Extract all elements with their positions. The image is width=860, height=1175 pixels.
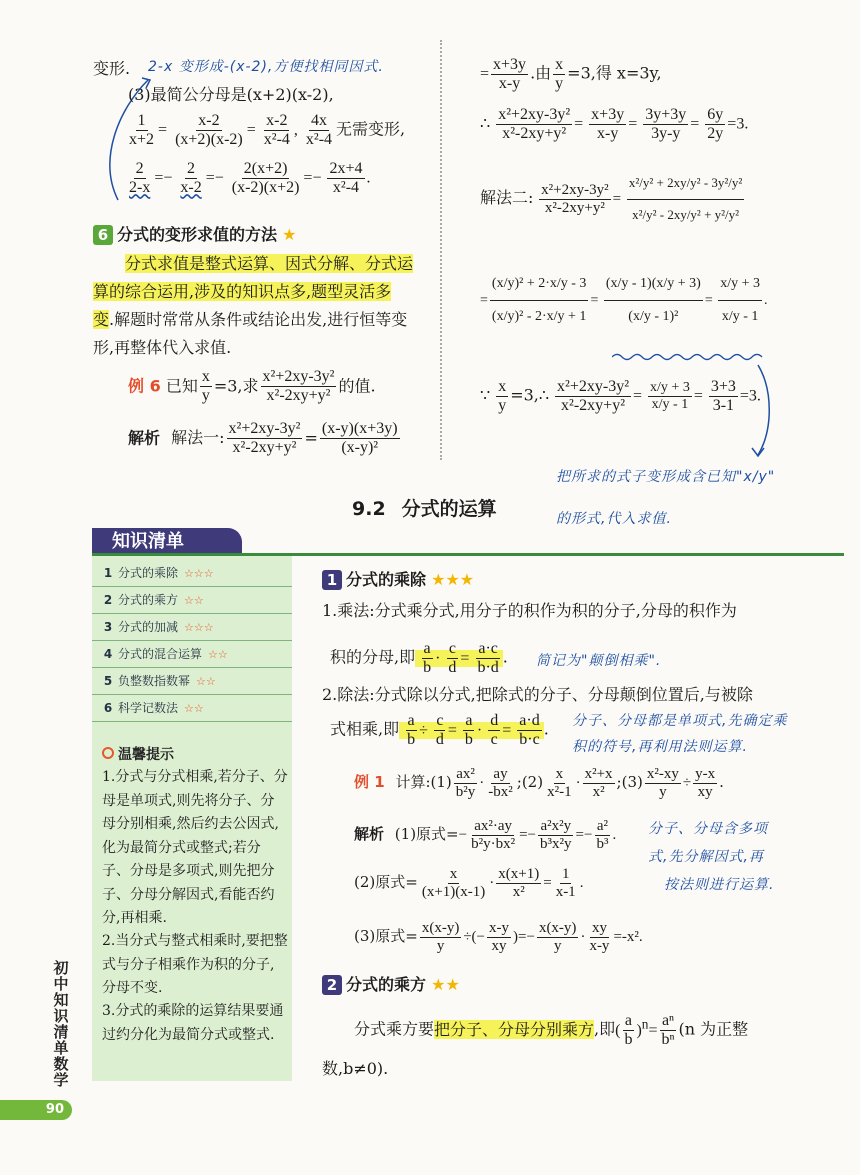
solution3: (3)原式= $\frac{x(x-y)}{y}$ ÷(− $\frac{x-y}{xy}$ )=− $\frac{x(x-y)}{y}$ · $\frac{xy}{x-y}$ =-x². xyxy=(354,920,643,955)
example1: 例 1 计算:(1) $\frac{\text{ax²}}{\text{b²y}}$ · $\frac{ay}{\text{-bx²}}$ ;(2) $\frac{x}{\text{x²-1}}$ · $\frac{\text{x²+x}}{\text{x²}}$ ;(3) $\frac{\text{x²-xy}}{y}$ ÷ $\frac{y-x}{xy}$ . xyxy=(354,766,724,801)
tip-1: 1.分式与分式相乘,若分子、分母是单项式,则先将分子、分母分别相乘,然后约去公因式,化为最简分式或整式;若分子、分母是多项式,则先把分子、分母分解因式,看能否约分,再相乘. xyxy=(102,769,288,926)
section1-heading: 1 分式的乘除 ★★★ xyxy=(322,567,474,590)
section-number-badge: 6 xyxy=(93,225,113,245)
handwritten-note-div-2: 积的符号,再利用法则运算. xyxy=(572,739,748,755)
star-icon: ★ xyxy=(282,225,297,244)
star-icon: ☆☆☆ xyxy=(184,621,214,634)
sidebar-item[interactable]: 2 分式的乘方 ☆☆ xyxy=(92,587,292,614)
multiplication-rule: 1.乘法:分式乘分式,用分子的积作为积的分子,分母的积作为 xyxy=(322,601,737,620)
right-method2-step: = $\frac{\text{(x/y)² + 2·x/y - 3}}{\text{(x/y)² - 2·x/y + 1}}$ = $\frac{(x/y - 1)(x/y + 3)}{\text{(x/y - 1)²}}$ = $\frac{x/y + 3}{x/y - 1}$ . xyxy=(480,268,768,333)
item3-text: (3)最简公分母是(x+2)(x-2), xyxy=(128,85,334,104)
frac: $\frac{2(x+2)}{(x-2)(x+2)}$ xyxy=(231,160,300,197)
tips-title: 温馨提示 xyxy=(102,744,174,764)
tip-3: 3.分式的乘除的运算结果要通过约分化为最简分式或整式. xyxy=(102,1003,284,1043)
arrow-annotation-right xyxy=(748,360,778,460)
star-icon: ★★ xyxy=(431,975,460,994)
star-icon: ☆☆ xyxy=(184,594,204,607)
power-rule-line2: 数,b≠0). xyxy=(322,1059,389,1078)
handwritten-note-sol-3: 按法则进行运算. xyxy=(664,877,775,893)
sidebar-item[interactable]: 5 负整数指数幂 ☆☆ xyxy=(92,668,292,695)
example6: 例 6 已知 $\frac{x}{y}$ =3,求 $\frac{\text{x²+2xy-3y²}}{\text{x²-2xy+y²}}$ 的值. xyxy=(128,368,376,405)
frac: $\frac{x-2}{(x+2)(x-2)}$ xyxy=(175,112,243,149)
handwritten-note-right-2: 的形式,代入求值. xyxy=(556,511,672,527)
handwritten-note-div-1: 分子、分母都是单项式,先确定乘 xyxy=(572,713,788,729)
star-icon: ☆☆ xyxy=(184,702,204,715)
solution2: (2)原式= $\frac{x}{(x+1)(x-1)}$ · $\frac{x(x+1)}{\text{x²}}$ = $\frac{1}{x-1}$ . xyxy=(354,866,584,901)
section-number-badge: 2 xyxy=(322,975,342,995)
right-row-2: ∴ $\frac{\text{x²+2xy-3y²}}{\text{x²-2xy+y²}}$ = $\frac{x+3y}{x-y}$ = $\frac{3y+3y}{3y-y}$ = $\frac{6y}{2y}$ =3. xyxy=(480,106,749,143)
page-number: 90 xyxy=(0,1100,72,1120)
handwritten-note-right-1: 把所求的式子变形成含已知"x/y" xyxy=(556,469,776,485)
chapter-title: 9.2 分式的运算 xyxy=(352,498,497,520)
frac: $\frac{2}{x-2}$ xyxy=(180,160,202,197)
multiplication-rule-line2: 积的分母,即 $\frac{a}{b}$ · $\frac{c}{d}$ = $\frac{a\cdot c}{b\cdot d}$ . xyxy=(330,640,508,677)
frac: $\frac{4x}{\text{x²-4}}$ xyxy=(305,112,333,149)
section-number-badge: 1 xyxy=(322,570,342,590)
column-divider xyxy=(440,40,442,460)
frac: $\frac{2x+4}{\text{x²-4}}$ xyxy=(329,160,363,197)
frac: $\frac{x-2}{\text{x²-4}}$ xyxy=(263,112,290,149)
section6-paragraph: 分式求值是整式运算、因式分解、分式运 算的综合运用,涉及的知识点多,题型灵活多 变.解题时常常从条件或结论出发,进行恒等变 形,再整体代入求值. xyxy=(93,254,414,357)
right-row-1: = $\frac{x+3y}{x-y}$ .由 $\frac{x}{y}$ =3,得 x=3y, xyxy=(480,56,662,93)
division-rule: 2.除法:分式除以分式,把除式的分子、分母颠倒位置后,与被除 xyxy=(322,685,753,704)
equation-row-2: $\frac{2}{2-x}$ =− $\frac{2}{x-2}$ =− $\frac{2(x+2)}{(x-2)(x+2)}$ =− $\frac{2x+4}{\text{x²-4}}$ . xyxy=(129,160,371,197)
section2-heading: 2 分式的乘方 ★★ xyxy=(322,972,460,995)
sidebar-item[interactable]: 1 分式的乘除 ☆☆☆ xyxy=(92,560,292,587)
equation-row-1: $\frac{1}{x+2}$ = $\frac{x-2}{(x+2)(x-2)}$ = $\frac{x-2}{\text{x²-4}}$ , $\frac{4x}{\text{x²-4}}$ 无需变形, xyxy=(129,112,406,149)
frac: $\frac{1}{x+2}$ xyxy=(129,112,155,149)
right-method2: 解法二: $\frac{\text{x²+2xy-3y²}}{\text{x²-2xy+y²}}$ = $\frac{\text{x²/y² + 2xy/y² - 3y²/y²}}{\text{x²/y² - 2xy/y² + y²/y²}}$ xyxy=(480,168,746,231)
right-conclusion: ∵ $\frac{x}{y}$ =3,∴ $\frac{\text{x²+2xy-3y²}}{\text{x²-2xy+y²}}$ = $\frac{x/y + 3}{x/y - 1}$ = $\frac{3+3}{3-1}$ =3. xyxy=(480,378,761,415)
section6-heading: 6 分式的变形求值的方法 ★ xyxy=(93,222,296,245)
star-icon: ☆☆☆ xyxy=(184,567,214,580)
sidebar-item[interactable]: 3 分式的加减 ☆☆☆ xyxy=(92,614,292,641)
star-icon: ☆☆ xyxy=(196,675,216,688)
transform-label: 变形. xyxy=(93,59,131,78)
solution-method1: 解析 解法一: $\frac{\text{x²+2xy-3y²}}{\text{x²-2xy+y²}}$ = $\frac{(x-y)(x+3y)}{\text{(x-y)²}}$ xyxy=(128,420,398,457)
frac: $\frac{2}{2-x}$ xyxy=(129,160,151,197)
handwritten-note-mul: 简记为"颠倒相乘". xyxy=(536,653,662,669)
power-rule: 分式乘方要把分子、分母分别乘方,即( $\frac{a}{b}$ )$^n$= $\frac{\text{aⁿ}}{\text{bⁿ}}$ (n 为正整 xyxy=(354,1012,749,1049)
book-vertical-label: 初中知识清单 数学 xyxy=(53,959,69,1089)
knowledge-list-header: 知识清单 xyxy=(92,528,242,556)
handwritten-note-sol-2: 式,先分解因式,再 xyxy=(648,849,764,865)
division-rule-line2: 式相乘,即 $\frac{a}{b}$ ÷ $\frac{c}{d}$ = $\frac{a}{b}$ · $\frac{d}{c}$ = $\frac{a\cdot d}{b\cdot c}$ . xyxy=(330,712,549,749)
handwritten-note-transform: 2-x 变形成-(x-2),方便找相同因式. xyxy=(148,59,384,75)
sidebar-item[interactable]: 6 科学记数法 ☆☆ xyxy=(92,695,292,722)
sidebar-item[interactable]: 4 分式的混合运算 ☆☆ xyxy=(92,641,292,668)
tip-2: 2.当分式与整式相乘时,要把整式与分子相乘作为积的分子,分母不变. xyxy=(102,933,288,996)
handwritten-note-sol-1: 分子、分母含多项 xyxy=(648,821,768,837)
star-icon: ★★★ xyxy=(431,570,475,589)
solution1: 解析 (1)原式=− $\frac{\text{ax²·ay}}{\text{b²y·bx²}}$ =− $\frac{\text{a²x²y}}{\text{b³x²y}}$ =− $\frac{\text{a²}}{\text{b³}}$ . xyxy=(354,818,617,853)
star-icon: ☆☆ xyxy=(208,648,228,661)
